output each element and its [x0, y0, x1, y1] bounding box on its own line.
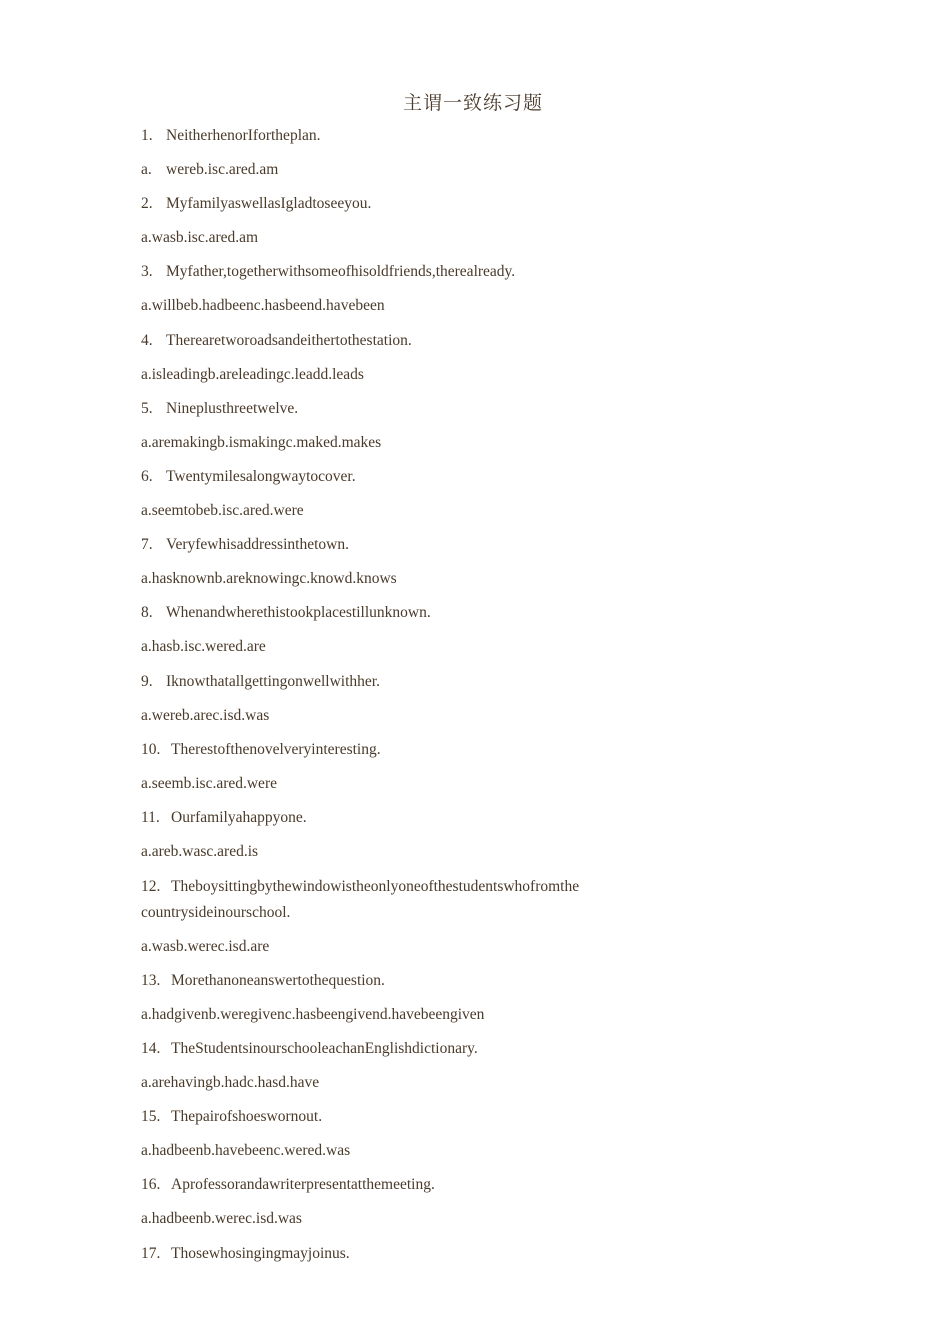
question-number: 1.	[141, 127, 153, 144]
question-number: 15.	[141, 1108, 161, 1126]
question-text: TheStudentsinourschooleachanEnglishdictionary.	[171, 1039, 478, 1057]
options-12: a.wasb.werec.isd.are	[141, 937, 270, 955]
options-11: a.areb.wasc.ared.is	[141, 842, 259, 860]
question-text: Thosewhosingingmayjoinus.	[171, 1244, 350, 1262]
options-3: a.willbeb.hadbeenc.hasbeend.havebeen	[141, 297, 385, 315]
options-4: a.isleadingb.areleadingc.leadd.leads	[141, 365, 364, 383]
options-13: a.hadgivenb.weregivenc.hasbeengivend.havebeengiven	[141, 1005, 485, 1023]
options-16: a.hadbeenb.werec.isd.was	[141, 1210, 302, 1228]
question-text: MyfamilyaswellasIgladtoseeyou.	[166, 195, 372, 213]
question-number: 3.	[141, 263, 153, 281]
question-17	[141, 1242, 641, 1276]
options-14: a.arehavingb.hadc.hasd.have	[141, 1074, 320, 1092]
question-text: Iknowthatallgettingonwellwithher.	[166, 672, 380, 690]
options-2: a.wasb.isc.ared.am	[141, 229, 259, 247]
question-text: Therestofthenovelveryinteresting.	[171, 740, 381, 758]
question-number: 6.	[141, 467, 153, 485]
question-text: Therearetworoadsandeithertothestation.	[166, 331, 412, 349]
question-11	[141, 806, 641, 840]
options-6: a.seemtobeb.isc.ared.were	[141, 502, 304, 520]
question-15	[141, 1105, 641, 1139]
question-number: 17.	[141, 1244, 161, 1262]
question-9	[141, 670, 641, 704]
options-10: a.seemb.isc.ared.were	[141, 774, 277, 792]
options-7: a.hasknownb.areknowingc.knowd.knows	[141, 570, 397, 588]
question-number: 7.	[141, 536, 153, 554]
question-2	[141, 192, 641, 226]
options-8: a.hasb.isc.wered.are	[141, 638, 266, 656]
page-title: 主谓一致练习题	[402, 92, 543, 114]
question-text: Nineplusthreetwelve.	[166, 399, 299, 417]
question-14	[141, 1037, 641, 1071]
question-text: Ourfamilyahappyone.	[171, 808, 307, 826]
question-8	[141, 601, 641, 635]
question-12	[141, 874, 641, 935]
question-text: Twentymilesalongwaytocover.	[166, 467, 356, 485]
question-4	[141, 329, 641, 363]
question-3	[141, 260, 641, 294]
question-number: 16.	[141, 1176, 161, 1194]
options-1	[141, 158, 641, 192]
question-7	[141, 533, 641, 567]
options-text: wereb.isc.ared.am	[166, 161, 279, 179]
question-6	[141, 465, 641, 499]
question-number: 11.	[141, 808, 160, 826]
exercise-list	[141, 124, 641, 1276]
question-number: 8.	[141, 604, 153, 622]
question-number: 13.	[141, 971, 161, 989]
question-number: 5.	[141, 399, 153, 417]
question-number: 10.	[141, 740, 161, 758]
question-text: Veryfewhisaddressinthetown.	[166, 536, 349, 554]
question-text: Myfather,togetherwithsomeofhisoldfriends,therealready.	[166, 263, 516, 281]
question-1	[141, 124, 641, 158]
question-text: Morethanoneanswertothequestion.	[171, 971, 385, 989]
question-text: Theboysittingbythewindowistheonlyoneofthestudentswhofromthe countrysideinourschool.	[141, 878, 580, 922]
question-number: 9.	[141, 672, 153, 690]
question-text: NeitherhenorIfortheplan.	[166, 127, 321, 144]
option-label: a.	[141, 161, 152, 179]
question-text: Thepairofshoeswornout.	[171, 1108, 323, 1126]
options-5: a.aremakingb.ismakingc.maked.makes	[141, 433, 382, 451]
options-15: a.hadbeenb.havebeenc.wered.was	[141, 1142, 351, 1160]
options-9: a.wereb.arec.isd.was	[141, 706, 270, 724]
question-number: 12.	[141, 878, 161, 896]
question-text: Whenandwherethistookplacestillunknown.	[166, 604, 431, 622]
question-number: 4.	[141, 331, 153, 349]
question-number: 14.	[141, 1039, 161, 1057]
question-16	[141, 1173, 641, 1207]
question-number: 2.	[141, 195, 153, 213]
question-text: Aprofessorandawriterpresentatthemeeting.	[171, 1176, 435, 1194]
question-5	[141, 397, 641, 431]
question-13	[141, 969, 641, 1003]
question-10	[141, 738, 641, 772]
